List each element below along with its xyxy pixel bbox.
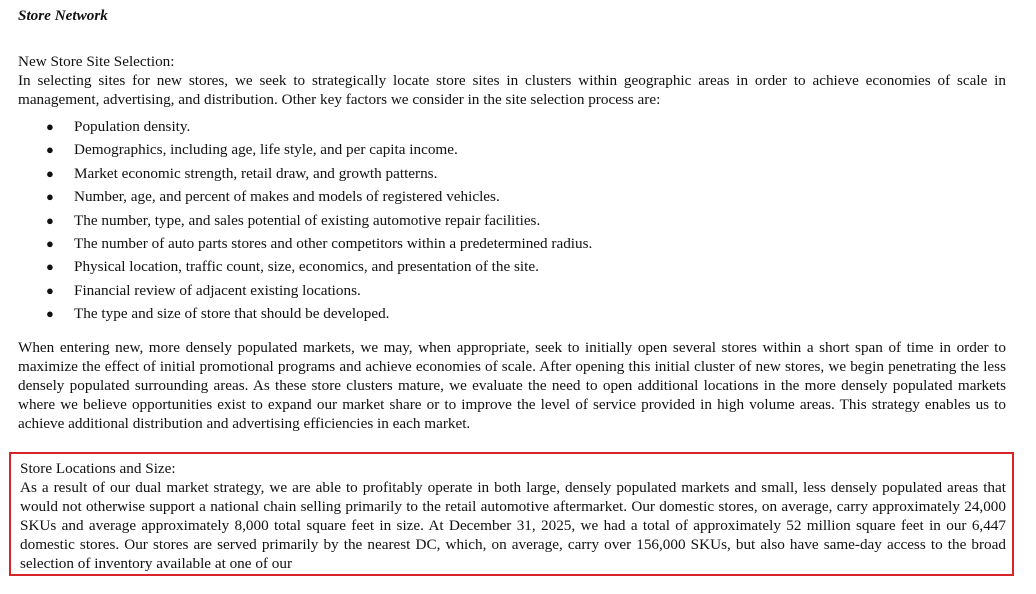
bullet-icon: ● [46,119,54,134]
site-selection-factors-list [18,117,1006,328]
site-selection-intro: In selecting sites for new stores, we seek to strategically locate store sites in clusters within geographic areas in order to achieve economies of scale in management, advertising, and distribution. Other key factors we consider in the site selection process are: [18,72,1006,108]
list-item [18,257,1006,280]
factor-text: Number, age, and percent of makes and models of registered vehicles. [74,188,500,206]
store-locations-heading: Store Locations and Size: [20,460,176,477]
bullet-icon: ● [46,235,54,251]
bullet-icon: ● [46,212,54,228]
bullet-icon: ● [46,282,54,298]
bullet-icon: ● [46,165,54,181]
factor-text: The number, type, and sales potential of existing automotive repair facilities. [74,211,541,229]
bullet-icon: ● [46,142,54,158]
list-item [18,281,1006,304]
factor-text: The number of auto parts stores and other competitors within a predetermined radius. [74,234,593,252]
market-strategy-paragraph: When entering new, more densely populated markets, we may, when appropriate, seek to initially open several stores within a short span of time in order to maximize the effect of initial promotional programs and achieve economies of scale. After opening this initial cluster of new stores, we begin penetrating the less densely populated surrounding areas. As these store clusters mature, we evaluate the need to open additional locations in the more densely populated markets where we believe opportunities exist to expand our market share or to improve the level of service provided in high volume areas. This strategy enables us to achieve additional distribution and advertising efficiencies in each market. [18,338,1006,432]
factor-text: Population density. [74,118,191,135]
highlighted-section-box [9,452,1014,576]
list-item [18,234,1006,257]
factor-text: Demographics, including age, life style, and per capita income. [74,141,458,159]
store-locations-paragraph: As a result of our dual market strategy, we are able to profitably operate in both large, densely populated markets and small, less densely populated areas that would not otherwise support a national chain selling primarily to the retail automotive aftermarket. Our domestic stores, on average, carry approximately 24,000 SKUs and average approximately 8,000 total square feet in size. At December 31, 2025, we had a total of approximately 52 million square feet in our 6,447 domestic stores. Our stores are served primarily by the nearest DC, which, on average, carry over 156,000 SKUs, but also have same-day access to the broad selection of inventory available at one of our [20,479,1006,572]
bullet-icon: ● [46,259,54,275]
site-selection-heading: New Store Site Selection: [18,53,175,70]
bullet-icon: ● [46,306,54,322]
factor-text: Physical location, traffic count, size, economics, and presentation of the site. [74,258,539,276]
factor-text: The type and size of store that should be developed. [74,305,390,323]
list-item [18,187,1006,210]
list-item [18,140,1006,163]
document-page [18,6,1006,433]
list-item [18,164,1006,187]
list-item [18,304,1006,327]
section-title: Store Network [18,7,108,24]
list-item [18,117,1006,140]
factor-text: Financial review of adjacent existing locations. [74,281,361,299]
list-item [18,211,1006,234]
bullet-icon: ● [46,189,54,205]
factor-text: Market economic strength, retail draw, and growth patterns. [74,164,438,182]
